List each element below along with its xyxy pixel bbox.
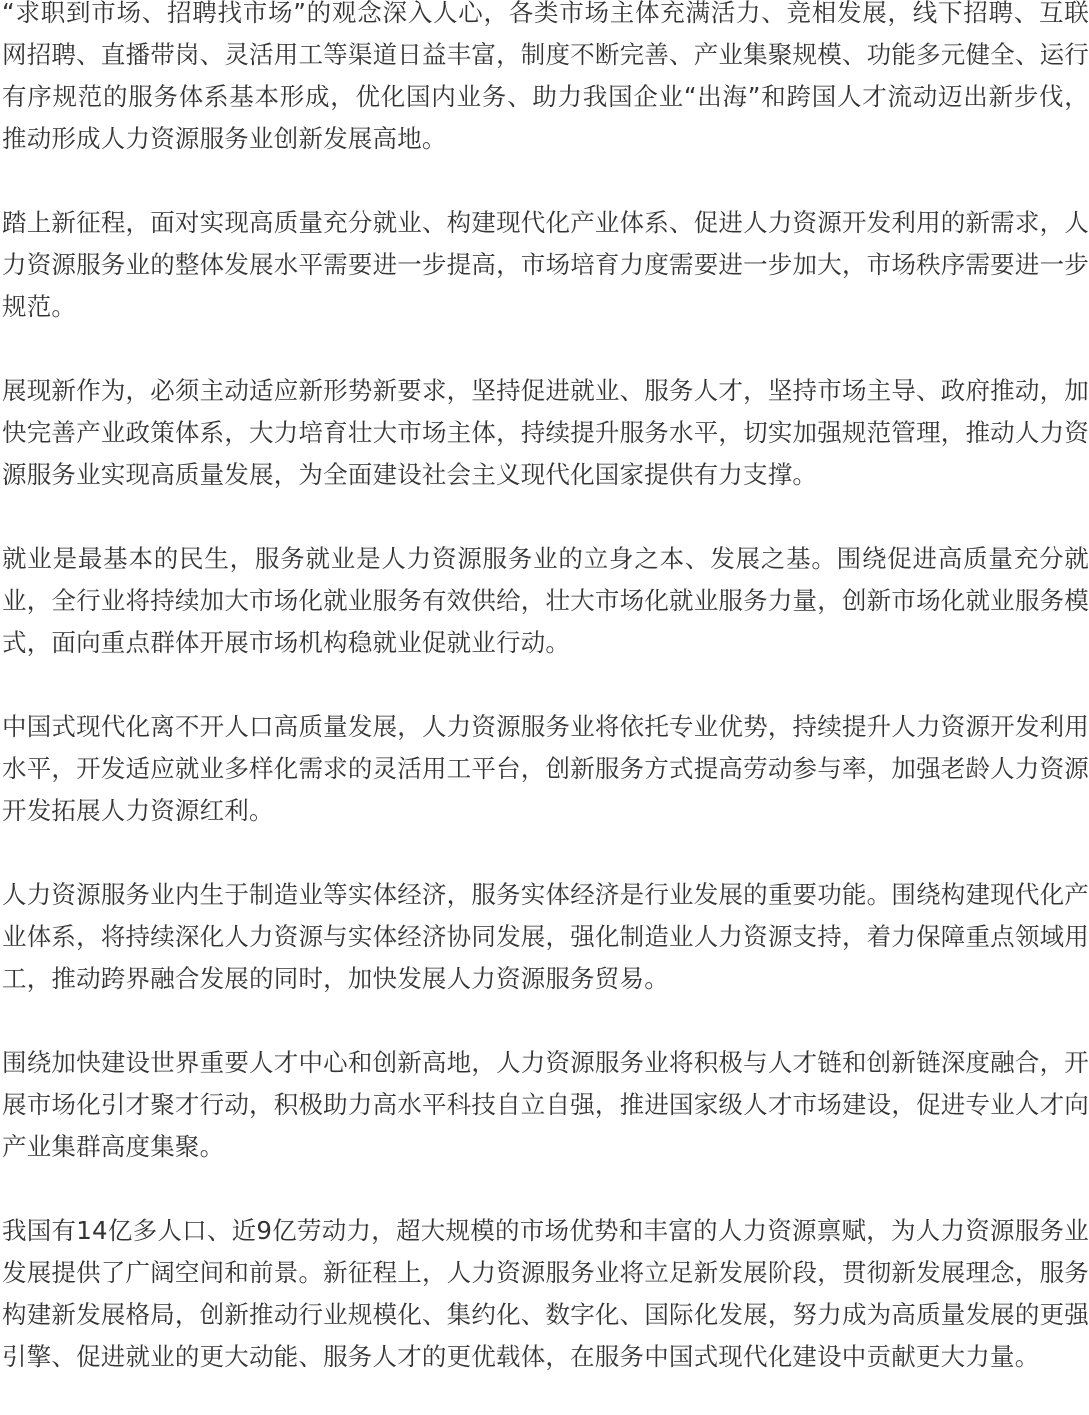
paragraph: “求职到市场、招聘找市场”的观念深入人心，各类市场主体充满活力、竞相发展，线下招聘、互联网招聘、直播带岗、灵活用工等渠道日益丰富，制度不断完善、产业集聚规模、功能多元健全、运行有序规范的服务体系基本形成，优化国内业务、助力我国企业“出海”和跨国人才流动迈出新步伐，推动形成人力资源服务业创新发展高地。 — [2, 0, 1089, 153]
paragraph: 就业是最基本的民生，服务就业是人力资源服务业的立身之本、发展之基。围绕促进高质量充分就业，全行业将持续加大市场化就业服务有效供给，壮大市场化就业服务力量，创新市场化就业服务模式，面向重点群体开展市场机构稳就业促就业行动。 — [2, 544, 1089, 657]
paragraph: 中国式现代化离不开人口高质量发展，人力资源服务业将依托专业优势，持续提升人力资源开发利用水平，开发适应就业多样化需求的灵活用工平台，创新服务方式提高劳动参与率，加强老龄人力资源开发拓展人力资源红利。 — [2, 712, 1089, 825]
paragraph: 展现新作为，必须主动适应新形势新要求，坚持促进就业、服务人才，坚持市场主导、政府推动，加快完善产业政策体系，大力培育壮大市场主体，持续提升服务水平，切实加强规范管理，推动人力资源服务业实现高质量发展，为全面建设社会主义现代化国家提供有力支撑。 — [2, 376, 1089, 489]
paragraph: 我国有14亿多人口、近9亿劳动力，超大规模的市场优势和丰富的人力资源禀赋，为人力资源服务业发展提供了广阔空间和前景。新征程上，人力资源服务业将立足新发展阶段，贯彻新发展理念，服务构建新发展格局，创新推动行业规模化、集约化、数字化、国际化发展，努力成为高质量发展的更强引擎、促进就业的更大动能、服务人才的更优载体，在服务中国式现代化建设中贡献更大力量。 — [2, 1216, 1089, 1371]
paragraph: 人力资源服务业内生于制造业等实体经济，服务实体经济是行业发展的重要功能。围绕构建现代化产业体系，将持续深化人力资源与实体经济协同发展，强化制造业人力资源支持，着力保障重点领域用工，推动跨界融合发展的同时，加快发展人力资源服务贸易。 — [2, 880, 1089, 993]
paragraph: 围绕加快建设世界重要人才中心和创新高地，人力资源服务业将积极与人才链和创新链深度融合，开展市场化引才聚才行动，积极助力高水平科技自立自强，推进国家级人才市场建设，促进专业人才向产业集群高度集聚。 — [2, 1048, 1089, 1161]
paragraph: 踏上新征程，面对实现高质量充分就业、构建现代化产业体系、促进人力资源开发利用的新需求，人力资源服务业的整体发展水平需要进一步提高，市场培育力度需要进一步加大，市场秩序需要进一步规范。 — [2, 208, 1089, 321]
